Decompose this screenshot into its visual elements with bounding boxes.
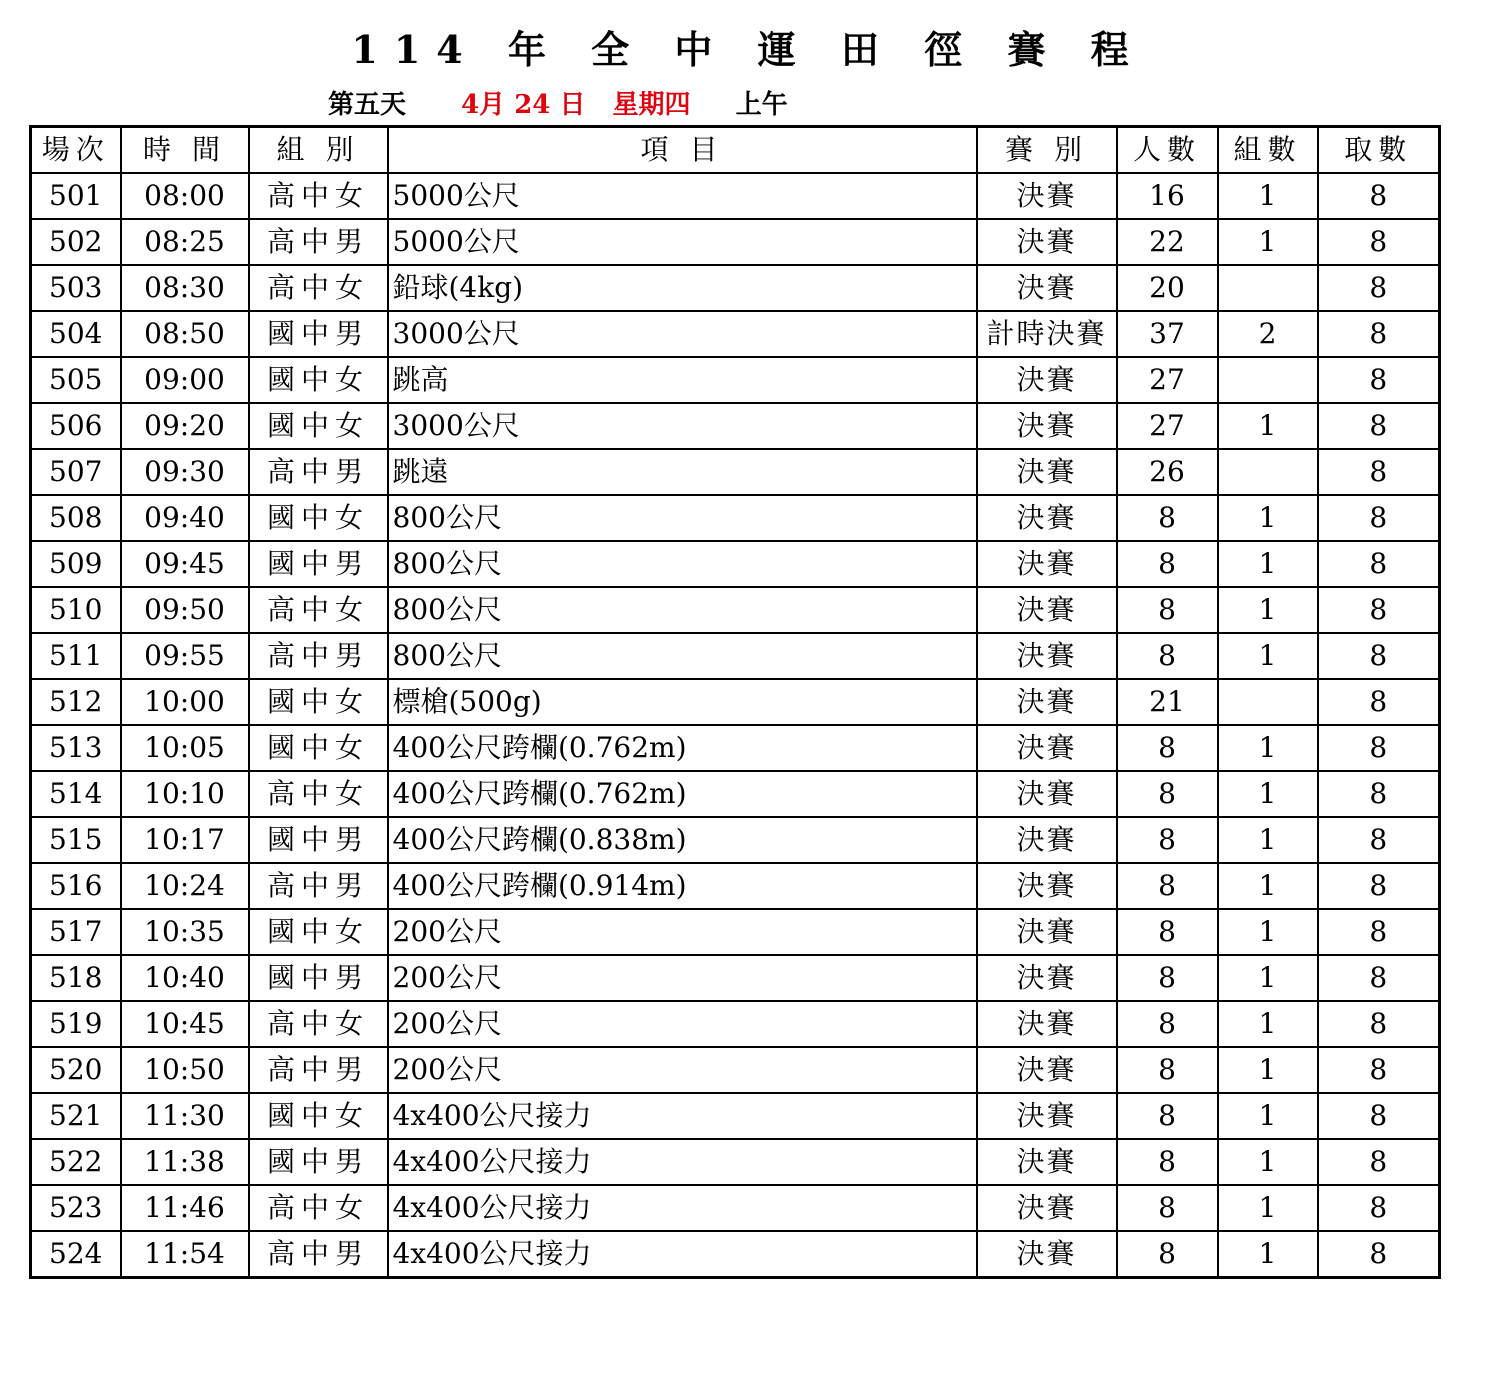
- cell-time: 10:17: [121, 817, 249, 863]
- cell-time: 08:30: [121, 265, 249, 311]
- cell-heats: 1: [1218, 587, 1318, 633]
- cell-no: 519: [31, 1001, 121, 1047]
- table-row: [31, 449, 1440, 495]
- cell-round: 決賽: [977, 1093, 1117, 1139]
- cell-heats: 1: [1218, 1001, 1318, 1047]
- cell-group: 高中女: [249, 587, 388, 633]
- cell-athletes: 8: [1117, 725, 1218, 771]
- cell-heats: [1218, 357, 1318, 403]
- cell-event: 800公尺: [388, 633, 977, 679]
- cell-time: 10:05: [121, 725, 249, 771]
- cell-time: 10:00: [121, 679, 249, 725]
- table-row: [31, 587, 1440, 633]
- cell-time: 11:46: [121, 1185, 249, 1231]
- cell-athletes: 22: [1117, 219, 1218, 265]
- cell-athletes: 8: [1117, 633, 1218, 679]
- cell-athletes: 8: [1117, 955, 1218, 1001]
- cell-heats: 1: [1218, 219, 1318, 265]
- cell-time: 11:38: [121, 1139, 249, 1185]
- cell-round: 決賽: [977, 403, 1117, 449]
- cell-heats: 1: [1218, 1047, 1318, 1093]
- cell-group: 國中女: [249, 403, 388, 449]
- cell-group: 高中女: [249, 265, 388, 311]
- cell-event: 200公尺: [388, 1047, 977, 1093]
- cell-round: 決賽: [977, 449, 1117, 495]
- cell-group: 國中男: [249, 311, 388, 357]
- table-row: [31, 357, 1440, 403]
- cell-heats: 1: [1218, 1185, 1318, 1231]
- cell-time: 10:40: [121, 955, 249, 1001]
- cell-no: 522: [31, 1139, 121, 1185]
- cell-time: 09:20: [121, 403, 249, 449]
- cell-round: 決賽: [977, 679, 1117, 725]
- col-header-athletes: 人數: [1117, 127, 1218, 174]
- cell-athletes: 21: [1117, 679, 1218, 725]
- cell-no: 513: [31, 725, 121, 771]
- cell-time: 09:50: [121, 587, 249, 633]
- cell-round: 決賽: [977, 955, 1117, 1001]
- table-row: [31, 1185, 1440, 1231]
- cell-time: 10:35: [121, 909, 249, 955]
- cell-time: 09:00: [121, 357, 249, 403]
- cell-athletes: 8: [1117, 541, 1218, 587]
- cell-round: 決賽: [977, 541, 1117, 587]
- cell-heats: 1: [1218, 1231, 1318, 1278]
- cell-athletes: 16: [1117, 173, 1218, 219]
- cell-round: 決賽: [977, 817, 1117, 863]
- col-header-no: 場次: [31, 127, 121, 174]
- cell-heats: [1218, 265, 1318, 311]
- col-header-event: 項 目: [388, 127, 977, 174]
- cell-no: 508: [31, 495, 121, 541]
- cell-no: 518: [31, 955, 121, 1001]
- cell-group: 高中女: [249, 771, 388, 817]
- cell-time: 09:55: [121, 633, 249, 679]
- cell-event: 跳高: [388, 357, 977, 403]
- cell-round: 決賽: [977, 265, 1117, 311]
- table-row: [31, 771, 1440, 817]
- cell-heats: 1: [1218, 863, 1318, 909]
- cell-qualify: 8: [1318, 909, 1440, 955]
- cell-athletes: 8: [1117, 817, 1218, 863]
- cell-no: 511: [31, 633, 121, 679]
- cell-athletes: 27: [1117, 403, 1218, 449]
- cell-athletes: 8: [1117, 909, 1218, 955]
- cell-heats: 1: [1218, 541, 1318, 587]
- cell-qualify: 8: [1318, 587, 1440, 633]
- cell-heats: 1: [1218, 725, 1318, 771]
- cell-qualify: 8: [1318, 633, 1440, 679]
- cell-group: 國中男: [249, 541, 388, 587]
- cell-athletes: 26: [1117, 449, 1218, 495]
- cell-event: 400公尺跨欄(0.838m): [388, 817, 977, 863]
- cell-qualify: 8: [1318, 449, 1440, 495]
- cell-event: 800公尺: [388, 495, 977, 541]
- table-row: [31, 311, 1440, 357]
- cell-time: 08:50: [121, 311, 249, 357]
- cell-time: 09:30: [121, 449, 249, 495]
- cell-no: 503: [31, 265, 121, 311]
- cell-no: 501: [31, 173, 121, 219]
- cell-time: 10:45: [121, 1001, 249, 1047]
- cell-round: 決賽: [977, 587, 1117, 633]
- cell-time: 09:45: [121, 541, 249, 587]
- cell-event: 400公尺跨欄(0.914m): [388, 863, 977, 909]
- cell-qualify: 8: [1318, 311, 1440, 357]
- cell-heats: [1218, 679, 1318, 725]
- cell-time: 08:00: [121, 173, 249, 219]
- table-row: [31, 1231, 1440, 1278]
- cell-event: 5000公尺: [388, 219, 977, 265]
- cell-event: 200公尺: [388, 909, 977, 955]
- table-row: [31, 1093, 1440, 1139]
- cell-group: 高中女: [249, 1185, 388, 1231]
- cell-round: 決賽: [977, 357, 1117, 403]
- cell-round: 決賽: [977, 771, 1117, 817]
- table-row: [31, 495, 1440, 541]
- cell-heats: 2: [1218, 311, 1318, 357]
- cell-round: 決賽: [977, 173, 1117, 219]
- col-header-qualify: 取數: [1318, 127, 1440, 174]
- cell-no: 515: [31, 817, 121, 863]
- cell-event: 200公尺: [388, 1001, 977, 1047]
- cell-athletes: 8: [1117, 863, 1218, 909]
- cell-round: 決賽: [977, 1185, 1117, 1231]
- cell-group: 國中女: [249, 1093, 388, 1139]
- col-header-time: 時 間: [121, 127, 249, 174]
- page-title: 114 年 全 中 運 田 徑 賽 程: [351, 27, 1145, 72]
- cell-qualify: 8: [1318, 173, 1440, 219]
- cell-event: 4x400公尺接力: [388, 1093, 977, 1139]
- cell-athletes: 8: [1117, 1001, 1218, 1047]
- cell-heats: 1: [1218, 771, 1318, 817]
- cell-round: 決賽: [977, 1001, 1117, 1047]
- cell-heats: 1: [1218, 633, 1318, 679]
- cell-qualify: 8: [1318, 679, 1440, 725]
- table-row: [31, 219, 1440, 265]
- cell-round: 決賽: [977, 725, 1117, 771]
- cell-athletes: 8: [1117, 1185, 1218, 1231]
- cell-round: 決賽: [977, 1047, 1117, 1093]
- cell-event: 跳遠: [388, 449, 977, 495]
- cell-qualify: 8: [1318, 1185, 1440, 1231]
- cell-time: 10:50: [121, 1047, 249, 1093]
- cell-round: 決賽: [977, 495, 1117, 541]
- table-row: [31, 817, 1440, 863]
- cell-event: 鉛球(4kg): [388, 265, 977, 311]
- cell-qualify: 8: [1318, 1047, 1440, 1093]
- cell-qualify: 8: [1318, 1139, 1440, 1185]
- cell-qualify: 8: [1318, 955, 1440, 1001]
- cell-no: 521: [31, 1093, 121, 1139]
- cell-qualify: 8: [1318, 265, 1440, 311]
- cell-qualify: 8: [1318, 863, 1440, 909]
- cell-qualify: 8: [1318, 725, 1440, 771]
- cell-event: 4x400公尺接力: [388, 1139, 977, 1185]
- cell-qualify: 8: [1318, 357, 1440, 403]
- cell-athletes: 8: [1117, 771, 1218, 817]
- table-row: [31, 1139, 1440, 1185]
- cell-no: 504: [31, 311, 121, 357]
- cell-group: 國中女: [249, 495, 388, 541]
- cell-group: 國中男: [249, 1139, 388, 1185]
- cell-qualify: 8: [1318, 541, 1440, 587]
- cell-qualify: 8: [1318, 1093, 1440, 1139]
- cell-qualify: 8: [1318, 1231, 1440, 1278]
- date-label: 4月 24 日: [461, 90, 586, 120]
- cell-no: 502: [31, 219, 121, 265]
- cell-group: 高中女: [249, 173, 388, 219]
- cell-group: 國中女: [249, 909, 388, 955]
- cell-no: 506: [31, 403, 121, 449]
- cell-event: 400公尺跨欄(0.762m): [388, 725, 977, 771]
- cell-heats: 1: [1218, 909, 1318, 955]
- cell-event: 800公尺: [388, 541, 977, 587]
- cell-time: 08:25: [121, 219, 249, 265]
- table-row: [31, 679, 1440, 725]
- cell-group: 高中男: [249, 863, 388, 909]
- col-header-round: 賽 別: [977, 127, 1117, 174]
- cell-qualify: 8: [1318, 771, 1440, 817]
- cell-heats: 1: [1218, 1093, 1318, 1139]
- table-row: [31, 1001, 1440, 1047]
- cell-athletes: 8: [1117, 1231, 1218, 1278]
- cell-qualify: 8: [1318, 817, 1440, 863]
- cell-group: 國中男: [249, 955, 388, 1001]
- cell-group: 國中女: [249, 725, 388, 771]
- cell-heats: 1: [1218, 403, 1318, 449]
- day-label: 第五天: [328, 90, 407, 120]
- cell-time: 11:30: [121, 1093, 249, 1139]
- cell-no: 509: [31, 541, 121, 587]
- cell-athletes: 8: [1117, 495, 1218, 541]
- cell-event: 3000公尺: [388, 403, 977, 449]
- cell-no: 516: [31, 863, 121, 909]
- cell-event: 4x400公尺接力: [388, 1185, 977, 1231]
- cell-group: 國中男: [249, 817, 388, 863]
- cell-athletes: 8: [1117, 587, 1218, 633]
- cell-event: 400公尺跨欄(0.762m): [388, 771, 977, 817]
- cell-event: 3000公尺: [388, 311, 977, 357]
- cell-athletes: 8: [1117, 1093, 1218, 1139]
- cell-group: 高中男: [249, 449, 388, 495]
- cell-heats: 1: [1218, 495, 1318, 541]
- cell-no: 507: [31, 449, 121, 495]
- cell-group: 高中男: [249, 219, 388, 265]
- cell-group: 國中女: [249, 357, 388, 403]
- table-row: [31, 863, 1440, 909]
- cell-heats: [1218, 449, 1318, 495]
- cell-athletes: 27: [1117, 357, 1218, 403]
- cell-no: 510: [31, 587, 121, 633]
- cell-event: 5000公尺: [388, 173, 977, 219]
- cell-group: 國中女: [249, 679, 388, 725]
- cell-round: 決賽: [977, 633, 1117, 679]
- cell-heats: 1: [1218, 955, 1318, 1001]
- cell-time: 11:54: [121, 1231, 249, 1278]
- cell-round: 決賽: [977, 1231, 1117, 1278]
- cell-time: 09:40: [121, 495, 249, 541]
- cell-qualify: 8: [1318, 403, 1440, 449]
- cell-athletes: 20: [1117, 265, 1218, 311]
- cell-event: 4x400公尺接力: [388, 1231, 977, 1278]
- col-header-heats: 組數: [1218, 127, 1318, 174]
- cell-no: 523: [31, 1185, 121, 1231]
- schedule-table: [29, 125, 1441, 1279]
- cell-event: 標槍(500g): [388, 679, 977, 725]
- table-row: [31, 541, 1440, 587]
- cell-group: 高中男: [249, 1047, 388, 1093]
- table-header-row: [31, 127, 1440, 174]
- schedule-subtitle: [328, 86, 788, 124]
- cell-round: 決賽: [977, 219, 1117, 265]
- cell-no: 520: [31, 1047, 121, 1093]
- cell-athletes: 37: [1117, 311, 1218, 357]
- cell-no: 505: [31, 357, 121, 403]
- col-header-group: 組 別: [249, 127, 388, 174]
- cell-heats: 1: [1218, 173, 1318, 219]
- cell-no: 512: [31, 679, 121, 725]
- cell-group: 高中男: [249, 633, 388, 679]
- cell-qualify: 8: [1318, 219, 1440, 265]
- table-row: [31, 909, 1440, 955]
- cell-event: 800公尺: [388, 587, 977, 633]
- weekday-label: 星期四: [612, 90, 691, 120]
- cell-qualify: 8: [1318, 1001, 1440, 1047]
- cell-time: 10:10: [121, 771, 249, 817]
- cell-group: 高中男: [249, 1231, 388, 1278]
- table-row: [31, 265, 1440, 311]
- cell-qualify: 8: [1318, 495, 1440, 541]
- cell-round: 計時決賽: [977, 311, 1117, 357]
- cell-no: 524: [31, 1231, 121, 1278]
- cell-heats: 1: [1218, 1139, 1318, 1185]
- cell-round: 決賽: [977, 1139, 1117, 1185]
- cell-event: 200公尺: [388, 955, 977, 1001]
- table-body: [31, 173, 1440, 1278]
- cell-time: 10:24: [121, 863, 249, 909]
- table-row: [31, 955, 1440, 1001]
- cell-no: 517: [31, 909, 121, 955]
- table-row: [31, 633, 1440, 679]
- table-row: [31, 1047, 1440, 1093]
- session-label: 上午: [735, 90, 788, 120]
- cell-no: 514: [31, 771, 121, 817]
- cell-athletes: 8: [1117, 1139, 1218, 1185]
- table-row: [31, 725, 1440, 771]
- table-row: [31, 173, 1440, 219]
- cell-round: 決賽: [977, 863, 1117, 909]
- cell-athletes: 8: [1117, 1047, 1218, 1093]
- cell-round: 決賽: [977, 909, 1117, 955]
- table-row: [31, 403, 1440, 449]
- cell-heats: 1: [1218, 817, 1318, 863]
- cell-group: 高中女: [249, 1001, 388, 1047]
